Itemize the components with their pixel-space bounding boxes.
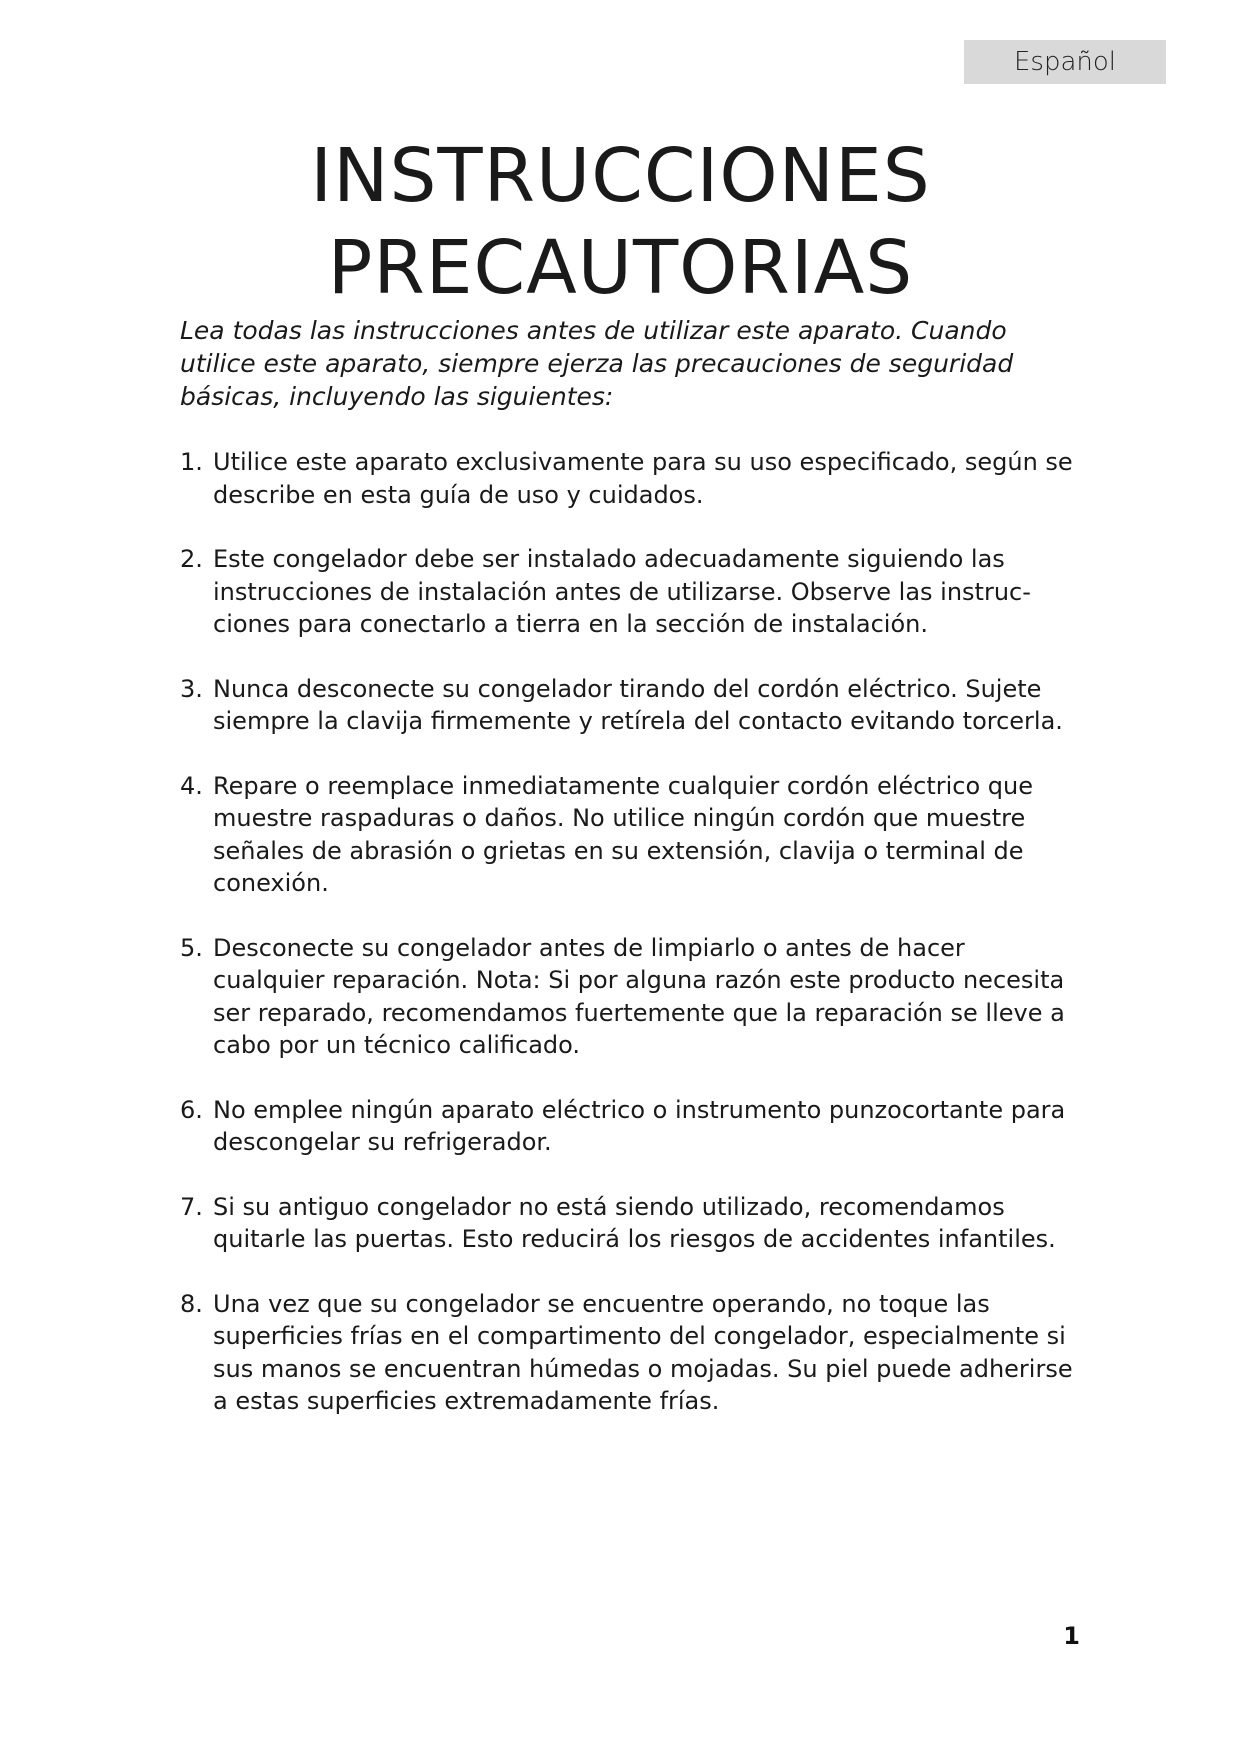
list-item [180,543,1080,641]
item-number: 2. [180,545,203,573]
item-number: 1. [180,448,203,476]
item-number: 8. [180,1289,203,1318]
list-item [180,446,1080,511]
item-text: No emplee ningún aparato eléctrico o instrumento punzocortante para descongelar su refrigerador. [213,1095,1066,1156]
intro-paragraph: Lea todas las instrucciones antes de utilizar este aparato. Cuando utilice este aparato, siempre ejerza las precauciones de seguridad básicas, incluyendo las siguientes: [180,316,1014,411]
page-title [0,130,1241,314]
item-text: Nunca desconecte su congelador tirando del cordón eléctrico. Sujete siempre la clavija firmemente y retírela del contacto evitando torcerla. [213,674,1063,735]
item-number: 3. [180,674,203,703]
list-item [180,673,1080,738]
item-text: Utilice este aparato exclusivamente para su uso especificado, según se describe en esta guía de uso y cuidados. [213,448,1073,509]
item-number: 5. [180,933,203,962]
title-line-2: PRECAUTORIAS [327,225,914,311]
precautions-list [180,446,1080,1450]
list-item [180,1288,1080,1418]
item-text: Repare o reemplace inmediatamente cualquier cordón eléctrico que muestre raspaduras o daños. No utilice ningún cordón que muestre señales de abrasión o grietas en su extensión, clavija o terminal de conexión. [213,771,1034,897]
item-text: Una vez que su congelador se encuentre operando, no toque las superficies frías en el compartimento del congelador, especialmente si sus manos se encuentran húmedas o mojadas. Su piel puede adherirse a estas superficies extremadamente frías. [213,1289,1073,1415]
list-item [180,932,1080,1062]
item-number: 7. [180,1192,203,1221]
item-text: Desconecte su congelador antes de limpiarlo o antes de hacer cualquier reparación. Nota: Si por alguna razón este producto necesita ser reparado, recomendamos fuertemente que la reparación se lleve a cabo por un técnico calificado. [213,933,1065,1059]
title-line-1: INSTRUCCIONES [310,133,931,219]
item-number: 6. [180,1095,203,1124]
item-text: Este congelador debe ser instalado adecuadamente siguiendo las instrucciones de instalación antes de utilizarse. Observe las instruc-ciones para conectarlo a tierra en la sección de instalación. [213,545,1031,638]
language-tab: Español [964,40,1166,84]
list-item [180,770,1080,900]
list-item [180,1094,1080,1159]
item-text: Si su antiguo congelador no está siendo utilizado, recomendamos quitarle las puertas. Esto reducirá los riesgos de accidentes infantiles. [213,1192,1056,1253]
list-item [180,1191,1080,1256]
item-number: 4. [180,771,203,800]
page-number: 1 [1063,1622,1080,1650]
